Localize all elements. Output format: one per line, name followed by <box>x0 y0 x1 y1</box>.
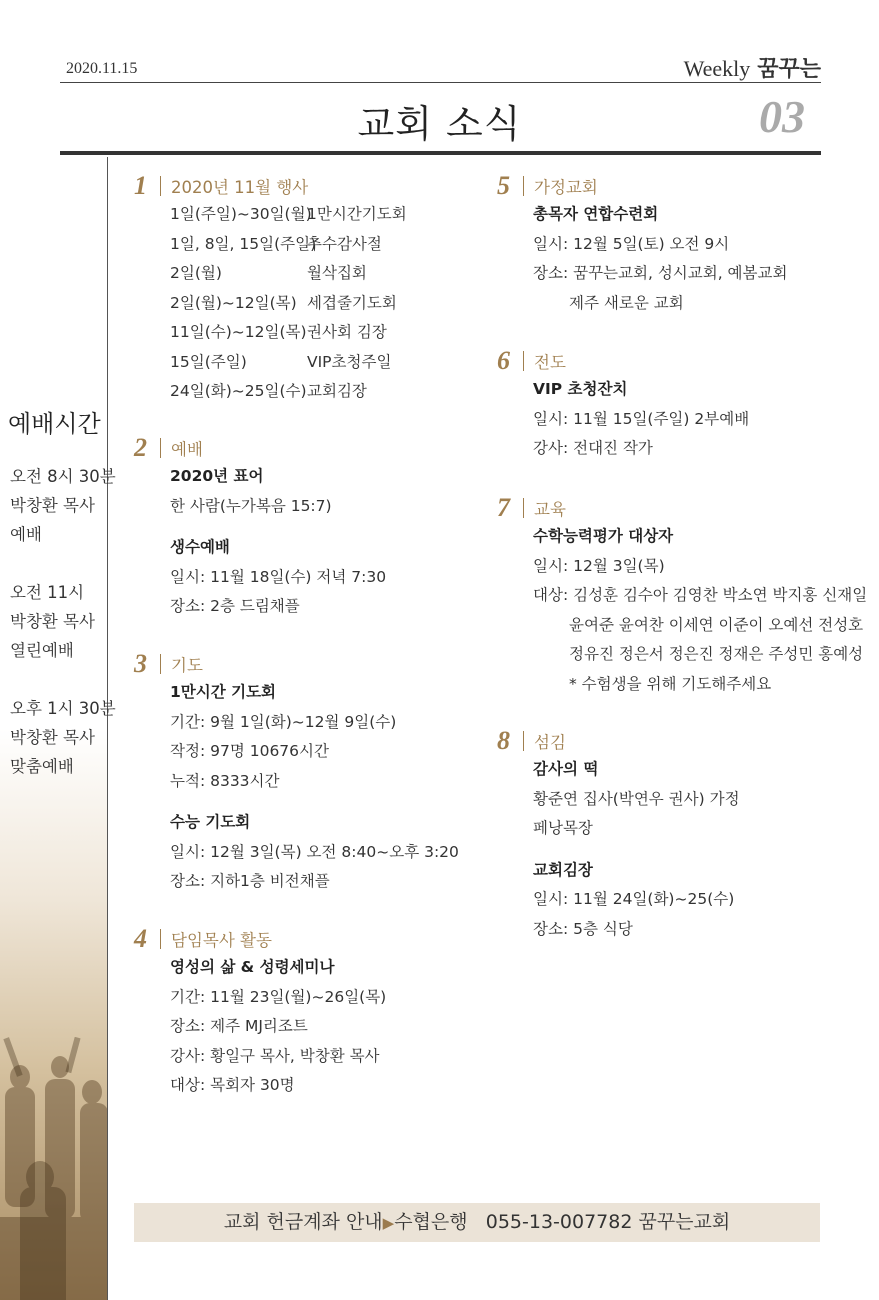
section-title: 담임목사 활동 <box>171 931 272 950</box>
crowd-photo <box>0 1037 108 1300</box>
event-date: 1일, 8일, 15일(주일) <box>170 234 317 253</box>
section-service <box>497 727 740 944</box>
weekly-label: Weekly <box>683 56 751 81</box>
section-body <box>533 522 867 699</box>
item-text: 페낭목장 <box>533 819 593 837</box>
event-name: 월삭집회 <box>307 264 367 282</box>
arrow-right-icon: ▶ <box>382 1214 395 1232</box>
worship-times-title: 예배시간 <box>8 410 101 438</box>
event-date: 24일(화)~25일(수) <box>170 382 307 400</box>
item-text: 작정: 97명 10676시간 <box>170 742 329 760</box>
page-title: 교회 소식 <box>357 102 522 146</box>
item-text: 정유진 정은서 정은진 정재은 주성민 홍예성 <box>569 645 864 663</box>
event-row <box>170 377 407 407</box>
worship-group <box>10 694 116 781</box>
offering-label: 교회 헌금계좌 안내 <box>223 1211 383 1233</box>
section-title: 섬김 <box>534 733 566 752</box>
item-text: 대상: 목회자 30명 <box>170 1076 295 1094</box>
section-number: 2 <box>134 433 147 462</box>
section-worship <box>134 434 386 622</box>
event-date: 2일(월)~12일(목) <box>170 293 297 312</box>
item-text: 윤여준 윤여찬 이세연 이준이 오예선 전성호 <box>569 615 864 634</box>
item-text: * 수험생을 위해 기도해주세요 <box>569 674 772 693</box>
item-heading: 수능 기도회 <box>170 813 251 831</box>
section-number: 4 <box>134 924 147 953</box>
worship-time: 오전 11시 <box>10 583 85 602</box>
item-text: 강사: 황일구 목사, 박창환 목사 <box>170 1046 380 1065</box>
item-text: 한 사람(누가복음 15:7) <box>170 496 332 515</box>
item-text: 일시: 12월 5일(토) 오전 9시 <box>533 234 730 253</box>
section-body <box>533 755 740 944</box>
section-header <box>134 650 459 678</box>
item-heading: 교회김장 <box>533 860 593 879</box>
worship-name: 예배 <box>10 525 42 544</box>
event-date: 1일(주일)~30일(월) <box>170 205 312 223</box>
item-text: 일시: 12월 3일(목) 오전 8:40~오후 3:20 <box>170 842 459 861</box>
section-header <box>497 494 867 522</box>
item-text: 일시: 11월 24일(화)~25(수) <box>533 890 735 908</box>
event-row <box>170 289 407 319</box>
event-name: VIP초청주일 <box>307 352 392 371</box>
item-text: 일시: 11월 18일(수) 저녁 7:30 <box>170 567 387 586</box>
section-title: 교육 <box>534 500 566 519</box>
event-date: 15일(주일) <box>170 352 247 371</box>
worship-time: 오후 1시 30분 <box>10 699 116 718</box>
section-divider <box>160 929 161 949</box>
event-name: 교회김장 <box>307 382 367 400</box>
section-divider <box>523 176 524 196</box>
section-number: 6 <box>497 346 510 375</box>
item-text: 황준연 집사(박연우 권사) 가정 <box>533 789 740 808</box>
section-divider <box>523 498 524 518</box>
section-header <box>497 727 740 755</box>
section-body <box>533 200 787 318</box>
section-education <box>497 494 867 699</box>
item-text: 장소: 2층 드림채플 <box>170 597 300 615</box>
item-text: 누적: 8333시간 <box>170 771 280 790</box>
section-body <box>170 462 386 622</box>
section-title: 예배 <box>171 440 203 459</box>
page-number: 03 <box>759 91 805 142</box>
weekly-brand: 꿈꾸는 <box>757 57 821 82</box>
title-rule <box>60 151 821 155</box>
worship-pastor: 박창환 목사 <box>10 612 95 631</box>
section-pastor-activity <box>134 925 386 1101</box>
section-divider <box>160 176 161 196</box>
item-text: 강사: 전대진 작가 <box>533 439 653 457</box>
item-text: 대상: 김성훈 김수아 김영찬 박소연 박지홍 신재일 <box>533 586 868 604</box>
event-row <box>170 230 407 260</box>
section-header <box>134 172 407 200</box>
item-heading: 1만시간 기도회 <box>170 683 277 701</box>
event-row <box>170 318 407 348</box>
item-heading: 생수예배 <box>170 538 230 556</box>
item-heading: 총목자 연합수련회 <box>533 205 659 223</box>
worship-pastor: 박창환 목사 <box>10 728 95 747</box>
section-header <box>497 172 787 200</box>
section-divider <box>160 654 161 674</box>
section-title: 2020년 11월 행사 <box>171 178 309 197</box>
event-name: 1만시간기도회 <box>307 205 407 223</box>
section-evangelism <box>497 347 749 464</box>
item-heading: VIP 초청잔치 <box>533 380 628 398</box>
section-header <box>134 925 386 953</box>
item-text: 기간: 9월 1일(화)~12월 9일(수) <box>170 712 397 731</box>
section-number: 3 <box>134 649 147 678</box>
item-text: 일시: 12월 3일(목) <box>533 556 665 575</box>
section-body <box>533 375 749 464</box>
section-body <box>170 678 459 897</box>
worship-name: 맞춤예배 <box>10 757 74 776</box>
item-text: 장소: 꿈꾸는교회, 성시교회, 예봄교회 <box>533 264 788 282</box>
account-number: 055-13-007782 꿈꾸는교회 <box>485 1211 731 1233</box>
event-name: 권사회 김장 <box>307 323 387 341</box>
event-row <box>170 200 407 230</box>
worship-time: 오전 8시 30분 <box>10 467 116 486</box>
event-row <box>170 348 407 378</box>
item-text: 일시: 11월 15일(주일) 2부예배 <box>533 409 750 428</box>
section-title: 가정교회 <box>534 178 598 197</box>
section-prayer <box>134 650 459 897</box>
worship-name: 열린예배 <box>10 641 74 660</box>
section-number: 7 <box>497 493 510 522</box>
issue-date: 2020.11.15 <box>66 60 138 77</box>
section-header <box>134 434 386 462</box>
item-text: 장소: 지하1층 비전채플 <box>170 872 330 890</box>
section-house-church <box>497 172 787 318</box>
event-name: 추수감사절 <box>307 234 382 253</box>
section-body <box>170 953 386 1101</box>
item-heading: 수학능력평가 대상자 <box>533 527 674 545</box>
section-divider <box>160 438 161 458</box>
section-title: 전도 <box>534 353 566 372</box>
event-list <box>170 200 407 407</box>
publication-name <box>684 52 821 83</box>
item-text: 장소: 5층 식당 <box>533 919 633 938</box>
bank-name: 수협은행 <box>394 1211 468 1233</box>
header-rule <box>60 82 821 83</box>
item-heading: 감사의 떡 <box>533 760 599 778</box>
event-row <box>170 259 407 289</box>
section-number: 1 <box>134 171 147 200</box>
item-text: 장소: 제주 MJ리조트 <box>170 1017 308 1035</box>
item-heading: 영성의 삶 & 성령세미나 <box>170 958 335 976</box>
event-date: 11일(수)~12일(목) <box>170 323 307 341</box>
item-heading: 2020년 표어 <box>170 467 264 485</box>
offering-account-banner <box>134 1203 820 1242</box>
worship-group <box>10 578 95 665</box>
event-date: 2일(월) <box>170 264 222 282</box>
item-text: 기간: 11월 23일(월)~26일(목) <box>170 987 387 1006</box>
worship-group <box>10 462 116 549</box>
section-number: 5 <box>497 171 510 200</box>
event-name: 세겹줄기도회 <box>307 293 397 312</box>
section-title: 기도 <box>171 656 203 675</box>
item-text: 제주 새로운 교회 <box>569 293 684 312</box>
section-header <box>497 347 749 375</box>
worship-pastor: 박창환 목사 <box>10 496 95 515</box>
section-divider <box>523 731 524 751</box>
section-number: 8 <box>497 726 510 755</box>
section-events <box>134 172 407 407</box>
section-divider <box>523 351 524 371</box>
